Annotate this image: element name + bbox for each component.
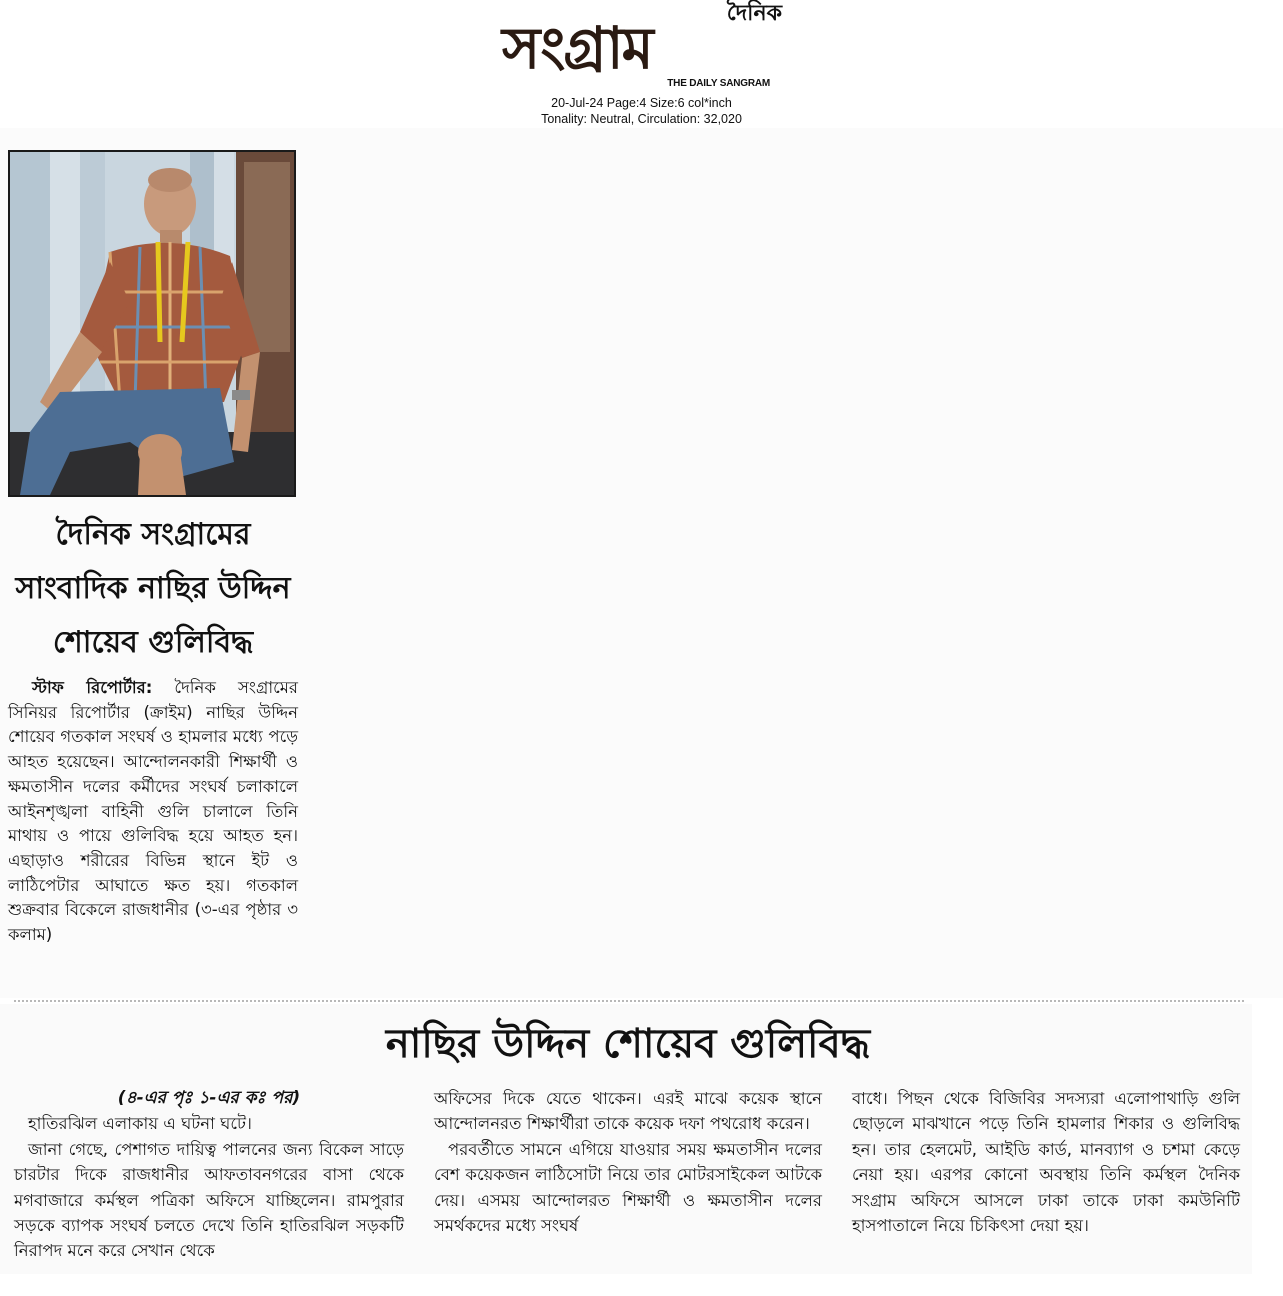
headline-line-3: শোয়েব গুলিবিদ্ধ: [52, 625, 254, 660]
clipping-meta-page: 20-Jul-24 Page:4 Size:6 col*inch: [551, 96, 732, 110]
continuation-paragraph: পরবর্তীতে সামনে এগিয়ে যাওয়ার সময় ক্ষমতাসীন দলের বেশ কয়েকজন লাঠিসোটা নিয়ে তার মোটরসাইকেল আটকে দেয়। এসময় আন্দোলরত শিক্ষার্থী ও ক্ষমতাসীন দলের সমর্থকদের মধ্যে সংঘর্ষ: [434, 1139, 822, 1236]
continuation-headline: নাছির উদ্দিন শোয়েব গুলিবিদ্ধ: [385, 1021, 871, 1067]
masthead-english: THE DAILY SANGRAM: [667, 78, 770, 89]
article-lead: দৈনিক সংগ্রামের সিনিয়র রিপোর্টার (ক্রাইম) নাছির উদ্দিন শোয়েব গতকাল সংঘর্ষ ও হামলার মধ্যে পড়ে আহত হয়েছেন। আন্দোলনকারী শিক্ষার্থী ও ক্ষমতাসীন দলের কর্মীদের সংঘর্ষ চলাকালে আইনশৃঙ্খলা বাহিনী গুলি চালালে তিনি মাথায় ও পায়ে গুলিবিদ্ধ হয়ে আহত হন। এছাড়াও শরীরের বিভিন্ন স্থানে ইট ও লাঠিপেটার আঘাতে ক্ষত হয়। গতকাল শুক্রবার বিকেলে রাজধানীর (৩-এর পৃষ্ঠার ৩ কলাম): [8, 678, 298, 945]
continuation-column-2: [434, 1086, 822, 1238]
headline-line-2: সাংবাদিক নাছির উদ্দিন: [15, 571, 291, 606]
masthead-logo: [500, 2, 784, 94]
continuation-from-label: (৪-এর পৃঃ ১-এর কঃ পর): [117, 1088, 301, 1108]
clipping-meta-circulation: Tonality: Neutral, Circulation: 32,020: [541, 112, 742, 126]
masthead-name: সংগ্রাম: [502, 14, 652, 82]
clipping-divider: [14, 1000, 1244, 1002]
photo-illustration: [10, 152, 294, 495]
continuation-paragraph: অফিসের দিকে যেতে থাকেন। এরই মাঝে কয়েক স্থানে আন্দোলনরত শিক্ষার্থীরা তাকে কয়েক দফা পথরোধ করেন।: [434, 1089, 822, 1134]
article-photo: [8, 150, 296, 497]
headline-line-1: দৈনিক সংগ্রামের: [55, 517, 251, 552]
continuation-paragraph: জানা গেছে, পেশাগত দায়িত্ব পালনের জন্য বিকেল সাড়ে চারটার দিকে রাজধানীর আফতাবনগরের বাসা থেকে মগবাজারে কর্মস্থল পত্রিকা অফিসে যাচ্ছিলেন। রামপুরার সড়কে ব্যাপক সংঘর্ষ চলতে দেখে তিনি হাতিরঝিল সড়কটি নিরাপদ মনে করে সেখান থেকে: [14, 1139, 404, 1261]
continuation-column-1: [14, 1086, 404, 1264]
article-byline: স্টাফ রিপোর্টার:: [32, 678, 153, 697]
continuation-paragraph: বাধে। পিছন থেকে বিজিবির সদস্যরা এলোপাথাড়ি গুলি ছোড়লে মাঝখানে পড়ে তিনি হামলার শিকার ও গুলিবিদ্ধ হন। তার হেলমেট, আইডি কার্ড, মানব্যাগ ও চশমা কেড়ে নেয়া হয়। এরপর কোনো অবস্থায় তিনি কর্মস্থল দৈনিক সংগ্রাম অফিসে আসলে ঢাকা তাকে ঢাকা কমউনিটি হাসপাতালে নিয়ে চিকিৎসা দেয়া হয়।: [852, 1089, 1240, 1236]
masthead-dainik: দৈনিক: [726, 1, 782, 26]
continuation-column-3: [852, 1086, 1240, 1238]
article-headline: [8, 508, 298, 670]
article-body: [8, 676, 298, 948]
continuation-paragraph: হাতিরঝিল এলাকায় এ ঘটনা ঘটে।: [28, 1114, 252, 1134]
